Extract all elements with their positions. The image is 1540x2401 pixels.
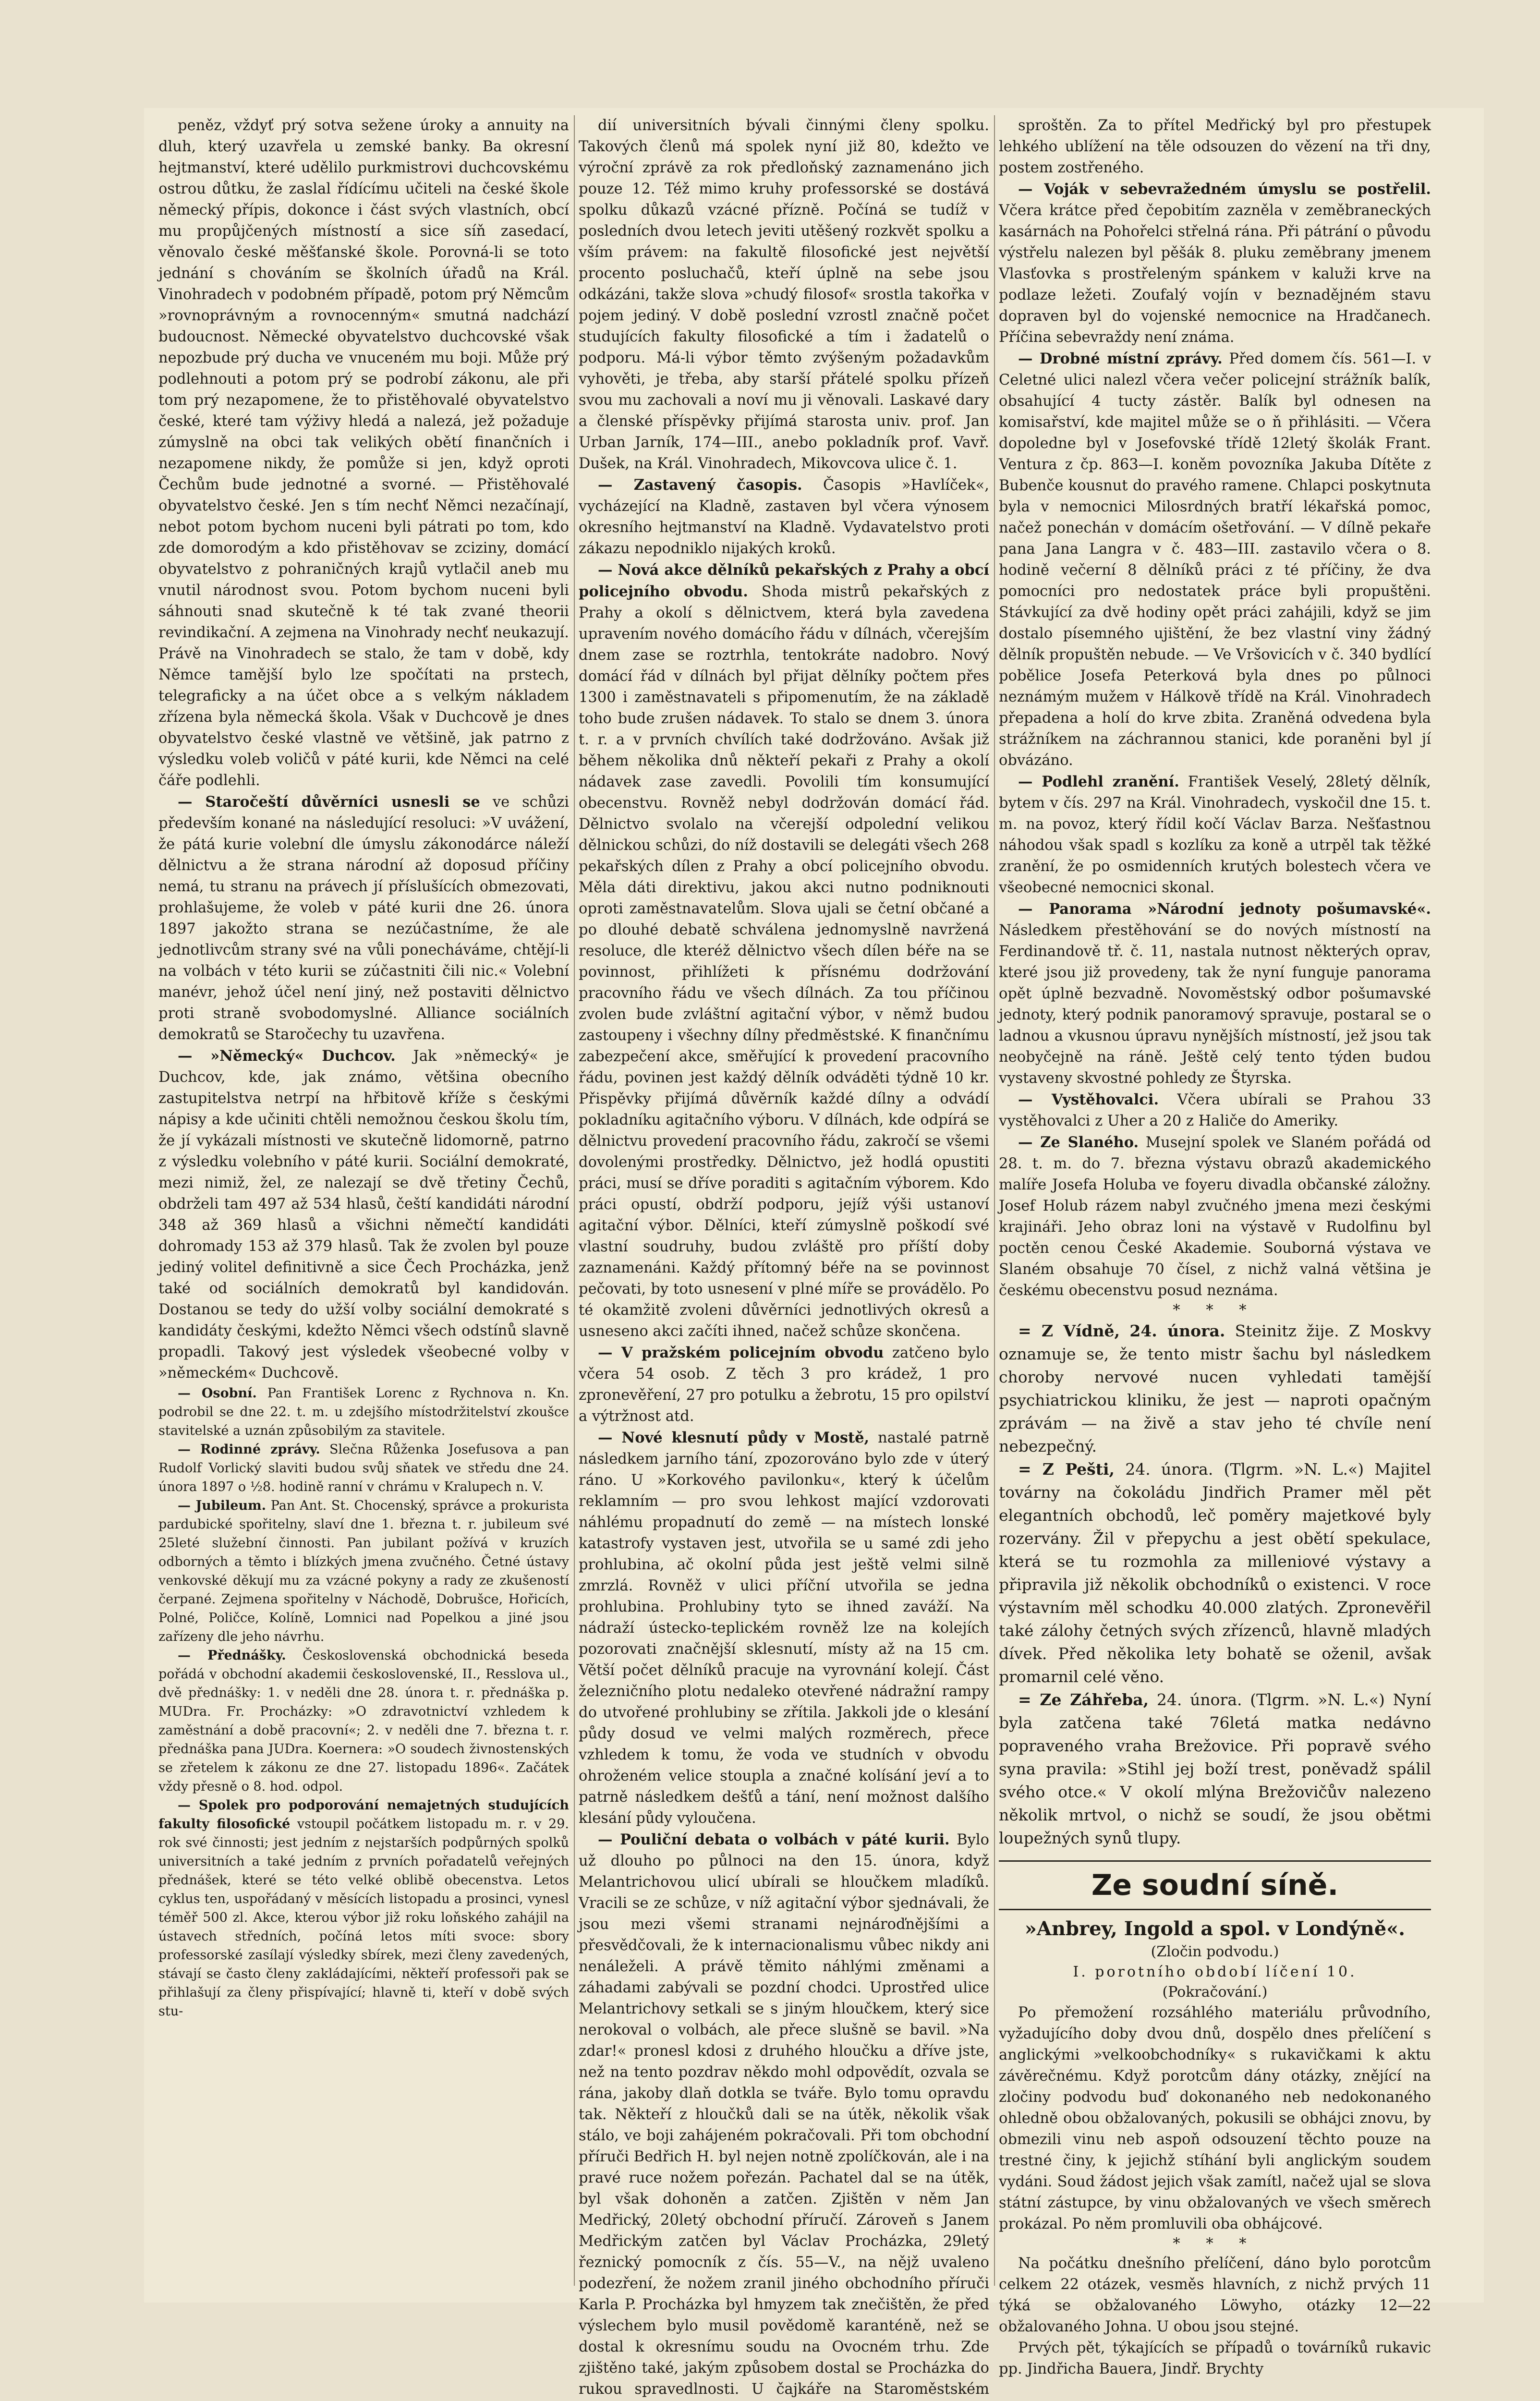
dispatch-zagreb: = Ze Záhřeba, 24. února. (Tlgrm. »N. L.«) Nyní byla zatčena také 76letá matka nedávno popraveného vraha Brežovice. Při popravě svého syna pravila: »Stihl jej boží trest, poněvadž spálil svého otce.« V okolí mlýna Brežovičův nalezeno několik mrtvol, o nichž se soudí, že jsou obětmi loupežných synů tlupy.: [999, 1690, 1431, 1847]
column-2: [579, 115, 989, 2398]
dispatch-vienna: = Z Vídně, 24. února. Steinitz žije. Z Moskvy oznamuje se, že tento mistr šachu byl následkem choroby nervové nucen vyhledati tamější psychiatrickou kliniku, že jest — naproti opačným zprávám — na živě a stav jeho té chvíle není nebezpečný.: [999, 1322, 1431, 1455]
article-continuation: sproštěn. Za to přítel Medřický byl pro přestupek lehkého ublížení na těle odsouzen do vězení na tři dny, postem zostřeného.: [999, 117, 1431, 176]
article-continuation: peněz, vždyť prý sotva sežene úroky a annuity na dluh, který uzavřela u zemské banky. Ba okresní hejtmanství, které udělilo purkmistrovi duchcovskému ostrou důtku, že zaslal řídícímu učiteli na české škole německý přípis, dokonce i část svých vlastních, obcí mu propůjčených místností a sice síň zasedací, věnovalo české měšťanské škole. Porovná-li se toto jednání s chováním se školních úřadů na Král. Vinohradech v podobném případě, potom prý Němcům »rovnoprávným a rovnocenným« smutná nadchází budoucnost. Německé obyvatelstvo duchcovské však nepozbude prý ducha ve vnuceném mu boji. Může prý podlehnouti a potom prý se podrobí zákonu, ale při tom prý nezapomene, že to přistěhovalé obyvatelstvo české, které tam výživy hledá a nalezá, jež požaduje zúmyslně na obci tak velikých obětí finančních i nezapomene nikdy, že pomůže si jen, když oproti Čechům bude jednotné a svorné. — Přistěhovalé obyvatelstvo české. Jen s tím nechť Němci nezačínají, nebot potom bychom nuceni byli pátrati po tom, kdo zde domorodým a kdo přistěhovav se zciziny, domácí obyvatelstvo z pohraničných krajů vytlačil aneb mu vnutil národnost svou. Potom bychom nuceni byli sáhnouti snad skutečně k té tak zvané theorii revindikační. A zejmena na Vinohrady nechť neukazují. Právě na Vinohradech se stalo, že tam v době, kdy Němce tamější bylo lze spočítati na prstech, telegraficky a na účet obce a s velkým nákladem zřízena byla německá škola. Však v Duchcově je dnes obyvatelstvo české vlastně ve většině, jak patrno z výsledku voleb voličů v páté kurii, kde Němci na celé čáře podlehli.: [158, 117, 569, 789]
column-rule: [574, 115, 575, 2286]
case-subtitle: (Zločin podvodu.): [1151, 1943, 1279, 1960]
column-3: [999, 115, 1431, 2377]
article-rodinne: — Rodinné zprávy. Slečna Růženka Josefusova a pan Rudolf Vorlický slaviti budou svůj sňatek ve středu dne 24. února 1897 o ½8. hodině ranní v chrámu v Kralupech n. V.: [158, 1442, 569, 1494]
case-title: »Anbrey, Ingold a spol. v Londýně«.: [1024, 1917, 1406, 1940]
section-heading: Ze soudní síně.: [999, 1860, 1431, 1910]
article-starocesi: — Staročeští důvěrníci usnesli se ve schůzi především konané na následující resoluci: »V uvážení, že pátá kurie volební dle úmyslu zákonodárce náleží dělnictvu a že strana národní až doposud příčiny nemá, tu stranu na právech jí příslušících obmezovati, prohlašujeme, že voleb v páté kurii dne 26. února 1897 jakožto strana se nezúčastníme, že ale jednotlivcům strany své na vůli ponecháváme, chtějí-li na volbách v této kurii se zúčastniti čili nic.« Volební manévr, jehož účel není jiný, než postaviti dělnictvo proti straně svobodomyslné. Alliance sociálních demokratů se Staročechy tu uzavřena.: [158, 793, 569, 1043]
article-osobni: — Osobní. Pan František Lorenc z Rychnova n. Kn. podrobil se dne 22. t. m. u zdejšího místodržitelství zkoušce stavitelské a uznán způsobilým za stavitele.: [158, 1386, 569, 1438]
article-continuation: dií universitních bývali činnými členy spolku. Takových členů má spolek nyní již 80, kdežto ve výroční zprávě za rok předloňský zaznamenáno jich pouze 12. Též mimo kruhy professorské se dostává spolku důkazů vzácné přízně. Počíná se tudíž v posledních dvou letech jeviti utěšený rozkvět spolku a vším právem: na fakultě filosofické jest největší procento posluchačů, kteří úplně na sebe jsou odkázáni, takže slova »chudý filosof« srostla takořka v pojem jediný. V době poslední vzrostl značně počet studujících fakulty filosofické a tím i žadatelů o podporu. Má-li výbor těmto zvýšeným požadavkům vyhověti, je třeba, aby starší přátelé spolku přízeň svou mu zachovali a noví mu ji věnovali. Laskavé dary a členské příspěvky přijímá starosta univ. prof. Jan Urban Jarník, 174—III., anebo pokladník prof. Vavř. Dušek, na Král. Vinohradech, Mikovcova ulice č. 1.: [579, 117, 989, 472]
article-casopis: — Zastavený časopis. Časopis »Havlíček«, vycházející na Kladně, zastaven byl včera výnosem okresního hejtmanství na Kladně. Vydavatelstvo proti zákazu nepodniklo nijakých kroků.: [579, 476, 989, 557]
column-1: [158, 115, 569, 2295]
article-drobne: — Drobné místní zprávy. Před domem čís. 561—I. v Celetné ulici nalezl včera večer policejní strážník balík, obsahující 4 tucty zástěr. Balík byl odnesen na komisařství, kde majitel může se o ň přihlásiti. — Včera dopoledne byl v Josefovské třídě 12letý školák Frant. Ventura z čp. 863—I. koněm povozníka Jakuba Dítěte z Bubenče kousnut do pravého ramene. Chlapci poskytnuta byla v nemocnici Milosrdných bratří lékařská pomoc, načež ponechán v domácím ošetřování. — V dílně pekaře pana Jana Langra v č. 483—III. zastavilo včera o 8. hodině večerní 8 dělníků práci z té příčiny, že dva pomocníci pro nedostatek práce byli propuštěni. Stávkující za dvě hodiny opět práci zahájili, když se jim dostalo písemného ujištění, že bez vlastní viny žádný dělník propuštěn nebude. — Ve Vršovicích v č. 340 bydlící pobělice Josefa Peterková byla dnes po půlnoci neznámým mužem v Hálkově třídě na Král. Vinohradech přepadena a holí do krve zbita. Zraněná odvedena byla strážníkem na záchrannou stanici, kde poraněni byl jí obvázáno.: [999, 350, 1431, 769]
article-panorama: — Panorama »Národní jednoty pošumavské«. Následkem přestěhování se do nových místností na Ferdinandově tř. č. 11, nastala nutnost některých oprav, které jsou již provedeny, tak že nyní funguje panorama opět úplně bezvadně. Novoměstský odbor pošumavské jednoty, který podnik panoramový spravuje, postaral se o ladnou a vkusnou úpravu nynějších místností, jež jsou tak neobyčejně na ráně. Ještě celý tento týden budou vystaveny skvostné pohledy ze Štyrska.: [999, 900, 1431, 1087]
case-session: I. porotního období líčení 10.: [1073, 1964, 1357, 1980]
dispatch-pest: = Z Pešti, 24. února. (Tlgrm. »N. L.«) Majitel továrny na čokoládu Jindřich Pramer měl pět elegantních obchodů, leč poměry majetkové byly rozervány. Žil v přepychu a jest obětí spekulace, která se tu rozmohla za milleniové výstavy a připravila již několik obchodníků o existenci. V roce výstavním měl schodku 40.000 zlatých. Zpronevěřil také zálohy četných svých zřízenců, hlavně mladých dívek. Před několika lety bohatě se oženil, avšak promarnil celé věno.: [999, 1460, 1431, 1686]
case-paragraph: Na počátku dnešního přelíčení, dáno bylo porotcům celkem 22 otázek, vesměs hlavních, z nichž prvých 11 týká se obžalovaného Löwyho, otázky 12—22 obžalovaného Johna. U obou jsou stejné.: [999, 2255, 1431, 2335]
ornament-stars: * * *: [1173, 2235, 1257, 2252]
article-debata: — Pouliční debata o volbách v páté kurii. Bylo už dlouho po půlnoci na den 15. února, když Melantrichovou ulicí ubírali se hloučkem mladíků. Vracili se ze schůze, v níž agitační výbor sjednávali, že jsou mezi všemi stranami nejnároďnějšími a přesvědčovali, že k internacionalismu vůbec nikdy ani nenáleželi. A právě těmito náhlými změnami a záhadami zabývali se pozdní chodci. Uprostřed ulice Melantrichovy setkali se s jiným hloučkem, který sice nerokoval o volbách, ale přece slušně se bavil. »Na zdar!« pronesl kdosi z druhého hloučku a dříve jste, než na tento pozdrav někdo mohl odpovědít, ozvala se rána, jakoby dlaň dotkla se tváře. Bylo tomu opravdu tak. Někteří z hloučků dali se na útěk, několik však stálo, ve boji zahájeném pokračovali. Při tom obchodní příruči Bedřich H. byl nejen notně zpolíčkován, ale i na pravé ruce nožem pořezán. Pachatel dal se na útěk, byl však dohoněn a zatčen. Zjištěn v něm Jan Medřický, 20letý obchodní příručí. Zároveň s Janem Medřickým zatčen byl Václav Procházka, 29letý řeznický pomocník z čís. 55—V., na nějž uvaleno podezření, že nožem zranil jiného obchodního příruči Karla P. Procházka byl hmyzem tak znečištěn, že před výslechem bylo musil povědomě karanténě, než se dostal k okresnímu soudu na Ovocném trhu. Zde zjištěno také, jakým způsobem dostal se Procházka do rukou spravedlnosti. U čajkáře na Staroměstském: [579, 1831, 989, 2398]
article-spolek: — Spolek pro podporování nemajetných studujících fakulty filosofické vstoupil počátkem listopadu m. r. v 29. rok své činnosti; jest jedním z nejstarších podpůrných spolků universitních a také jedním z prvních pořadatelů veřejných přednášek, které se této velké oblibě obecenstva. Letos cyklus ten, uspořádaný v měsících listopadu a prosinci, vynesl téměř 500 zl. Akce, kterou výbor již roku loňského zahájil na ústavech středních, počíná letos míti svoce: sbory professorské zasílají výsledky sbírek, mezi členy zavedených, stávají se často členy zakládajícími, někteří professoři pak se přihlašují za členy přispívající; hlavně ti, kteří v době svých stu-: [158, 1798, 569, 2019]
article-slany: — Ze Slaného. Musejní spolek ve Slaném pořádá od 28. t. m. do 7. března výstavu obrazů akademického malíře Josefa Holuba ve foyeru divadla občanské záložny. Josef Holub rázem nabyl zvučného jmena mezi českými krajináři. Jeho obraz loni na výstavě v Rudolfinu byl poctěn cenou České Akademie. Souborná výstava ve Slaném obsahuje 70 čísel, z nichž valná většina je českému obecenstvu posud neznáma.: [999, 1134, 1431, 1299]
case-paragraph: Po přemožení rozsáhlého materiálu průvodního, vyžadujícího doby dvou dnů, dospělo dnes přelíčení s anglickými »velkoobchodníky« s rukavičkami k aktu závěrečnému. Když porotcům dány otázky, znějící na zločiny podvodu buď dokonaného neb nedokonaného ohledně obou obžalovaných, pokusili se obhájci znovu, by obmezili vinu neb aspoň odsouzení těchto pouze na trestné činy, k jejichž stíhání byli anglickým soudem vydáni. Soud žádost jejich však zamítl, načež ujal se slova státní zástupce, by vinu obžalovaných ve všech směrech prokázal. Po něm promluvili oba obhájcové.: [999, 2004, 1431, 2232]
ornament-stars: * * *: [1173, 1302, 1257, 1319]
article-vystehovalci: — Vystěhovalci. Včera ubírali se Prahou 33 vystěhovalci z Uher a 20 z Haliče do Ameriky.: [999, 1091, 1431, 1129]
case-paragraph: Prvých pět, týkajících se případů o továrníků rukavic pp. Jindřicha Bauera, Jindř. Brychty: [999, 2340, 1431, 2377]
article-vojak: — Voják v sebevražedném úmyslu se postřelil. Včera krátce před čepobitím zazněla v zeměbraneckých kasárnách na Pohořelci střelná rána. Při pátrání o původu výstřelu nalezen byl pěšák 8. pluku zeměbrany jmenem Vlasťovka s prostřeleným spánkem v kaluži krve na podlaze ležeti. Zoufalý vojín v beznadějném stavu dopraven byl do vojenské nemocnice na Hradčanech. Příčina sebevraždy není známa.: [999, 181, 1431, 346]
article-prednasky: — Přednášky. Československá obchodnická beseda pořádá v obchodní akademii československé, II., Resslova ul., dvě přednášky: 1. v neděli dne 28. února t. r. přednáška p. MUDra. Fr. Procházky: »O zdravotnictví vzhledem k zaměstnání a době pracovní«; 2. v neděli dne 7. března t. r. přednáška pana JUDra. Koernera: »O soudech živnostenských se zřetelem k zákonu ze dne 27. listopadu 1896«. Začátek vždy přesně o 8. hod. odpol.: [158, 1648, 569, 1794]
article-jubileum: — Jubileum. Pan Ant. St. Chocenský, správce a prokurista pardubické spořitelny, slaví dne 1. března t. r. jubileum své 25leté služební činnosti. Pan jubilant požívá v kruzích odborných a těmto i blízkých jmena zvučného. Četné ústavy venkovské děkují mu za vzácné pokyny a rady ze zkušeností čerpané. Zejmena spořitelny v Náchodě, Dobrušce, Hořicích, Polné, Poličce, Kolíně, Lomnici nad Popelkou a jiné jsou zařízeny dle jeho návrhu.: [158, 1498, 569, 1644]
article-pekari: — Nová akce dělníků pekařských z Prahy a obcí policejního obvodu. Shoda mistrů pekařských z Prahy a okolí s dělnictvem, která byla zavedena upravením nového domácího řádu v dílnách, včerejším dnem zase se roztrhla, tentokráte nadobro. Nový domácí řád v dílnách byl přijat dělníky počtem přes 1300 i zaměstnavateli s připomenutím, že na základě toho bude zrušen nádavek. To stalo se dnem 3. února t. r. a v prvních chvílích také dodržováno. Avšak již během několika dnů někteří pekaři z Prahy a okolí nádavek zase zavedli. Povolili tím konsumující obecenstvu. Rovněž nebyl dodržován domácí řád. Dělnictvo svolalo na včerejší odpolední velikou dělnickou schůzi, do níž dostavili se delegáti všech 268 pekařských dílen z Prahy a obcí policejního obvodu. Měla dáti direktivu, jakou akci nutno podniknouti oproti zaměstnavatelům. Slova ujali se četní občané a po dlouhé debatě schválena jednomyslně navržená resoluce, dle kteréž dělnictvo všech dílen béře na se povinnost, přihlížeti k přísnému dodržování pracovního řádu ve všech dílnách. Za tou příčinou zvolen bude zvláštní agitační výbor, v němž budou zastoupeny i všechny dílny předměstské. K finančnímu zabezpečení akce, směřující k provedení pracovního řádu, povinen jest každý dělník odváděti týdně 10 kr. Přispěvky přijímá důvěrník každé dílny a odvádí pokladníku agitačního výboru. V dílnách, kde odpírá se dělnictvu provedení pracovního řádu, zakročí se všemi dovolenými prostředky. Dělnictvo, jež hodlá opustiti práci, musí se dříve poraditi s agitačním výborem. Kdo práci opustí, obdrží podporu, jejíž výši ustanoví agitační výbor. Dělníci, kteří zúmyslně poškodí své vlastní soudruhy, budou zvláště pro příští doby zaznamenáni. Každý přítomný béře na se povinnost pečovati, by toto usnesení v plné míře se provádělo. Po té okamžitě zvoleni důvěrníci jednotlivých okresů a usneseno akci začíti ihned, načež schůze skončena.: [579, 561, 989, 1340]
article-duchcov: — »Německý« Duchcov. Jak »německý« je Duchcov, kde, jak známo, většina obecního zastupitelstva netrpí na hřbitově kříže s českými nápisy a kde učiniti chtěli nemožnou českou školu tím, že jí vykázali místnosti ve skutečně lidomorně, patrno z výsledku volebního v páté kurii. Sociální demokraté, mezi nimiž, žel, ze nalezají se dvě třetiny Čechů, obdrželi tam 497 až 534 hlasů, čeští kandidáti národní 348 až 369 hlasů a všichni němečtí kandidáti dohromady 153 až 379 hlasů. Tak že zvolen byl pouze jediný volitel definitivně a sice Čech Procházka, jenž také od sociálních demokratů byl kandidován. Dostanou se tedy do užší volby sociální demokraté s kandidáty českými, kdežto Němci všech odstínů slavně propadli. Takový jest výsledek všeobecné volby v »německém« Duchcově.: [158, 1047, 569, 1382]
article-most: — Nové klesnutí půdy v Mostě, nastalé patrně následkem jarního tání, zpozorováno bylo zde v úterý ráno. U »Korkového pavilonku«, který k účelům reklamním — pro svou lehkost mající vzdorovati náhlému propadnutí do země — na místech lonské katastrofy vystaven jest, utvořila se u samé zdi jeho prohlubina, ač okolní půda jest ještě velmi silně zmrzlá. Rovněž v ulici příční utvořila se jedna prohlubina. Prohlubiny tyto se ihned zaváží. Na nádraží ústecko-teplickém rovněž lze na kolejích pozorovati značnější sklesnutí, místy až na 15 cm. Větší počet dělníků pracuje na vyrovnání kolejí. Část železničního plotu nedaleko otevřené nádražní rampy do utvořené prohlubiny se zřítila. Jakkoli jde o klesání půdy dosud ve velmi malých rozměrech, přece vzhledem k tomu, že voda ve studních v obvodu ohroženém velice stoupla a značné kolísání jeví a to patrně následkem dešťů a tání, není možnost dalšího klesání půdy vyloučena.: [579, 1429, 989, 1827]
column-rule: [994, 115, 995, 2286]
article-zraneni: — Podlehl zranění. František Veselý, 28letý dělník, bytem v čís. 297 na Král. Vinohradech, vyskočil dne 15. t. m. na povoz, který řídil kočí Václav Barza. Nešťastnou náhodou však spadl s kozlíku za koně a utrpěl tak těžké zranění, že po osmidenních krutých bolestech včera ve všeobecné nemocnici skonal.: [999, 773, 1431, 896]
article-policie: — V pražském policejním obvodu zatčeno bylo včera 54 osob. Z těch 3 pro krádež, 1 pro zpronevěření, 27 pro potulku a žebrotu, 15 pro opilství a výtržnost atd.: [579, 1344, 989, 1425]
case-continued: (Pokračování.): [1162, 1984, 1268, 2001]
